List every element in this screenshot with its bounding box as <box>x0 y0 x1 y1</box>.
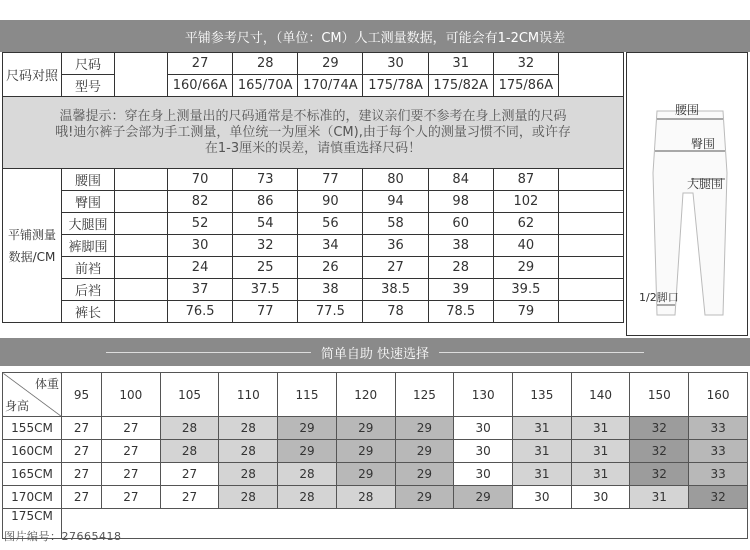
table-cell: 28 <box>219 440 278 463</box>
table-cell: 135 <box>513 373 572 417</box>
table-cell: 77 <box>233 301 298 323</box>
table-cell: 80 <box>363 169 428 191</box>
table-cell: 105 <box>160 373 219 417</box>
table-cell: 27 <box>101 463 160 486</box>
table-cell: 160 <box>689 373 748 417</box>
table-cell <box>115 257 168 279</box>
table-cell <box>115 213 168 235</box>
table-cell <box>115 279 168 301</box>
table-cell <box>62 509 748 539</box>
measure-hip: 臀围 <box>62 191 115 213</box>
table-cell: 33 <box>689 417 748 440</box>
weight-height-corner <box>3 373 62 417</box>
size-29: 29 <box>298 53 363 75</box>
table-cell: 70 <box>168 169 233 191</box>
table-cell: 29 <box>493 257 558 279</box>
table-cell: 52 <box>168 213 233 235</box>
table-cell <box>559 257 624 279</box>
height-label: 身高 <box>5 399 30 413</box>
table-cell: 32 <box>689 486 748 509</box>
table-cell: 77.5 <box>298 301 363 323</box>
measure-label: 平铺测量数据/CM <box>3 169 62 323</box>
table-cell: 30 <box>454 463 513 486</box>
table-cell: 30 <box>168 235 233 257</box>
table-cell: 130 <box>454 373 513 417</box>
table-cell: 27 <box>101 486 160 509</box>
table-cell <box>115 191 168 213</box>
table-cell: 27 <box>62 440 102 463</box>
table-cell <box>559 191 624 213</box>
table-cell: 28 <box>219 417 278 440</box>
table-cell: 27 <box>101 440 160 463</box>
table-cell: 29 <box>336 463 395 486</box>
table-cell <box>559 235 624 257</box>
model-32: 175/86A <box>493 75 558 97</box>
table-cell: 56 <box>298 213 363 235</box>
table-cell: 27 <box>62 417 102 440</box>
table-cell: 28 <box>278 486 337 509</box>
table-cell: 110 <box>219 373 278 417</box>
table-cell: 36 <box>363 235 428 257</box>
table-cell <box>559 279 624 301</box>
diagram-hip-label: 臀围 <box>691 137 716 151</box>
table-cell: 87 <box>493 169 558 191</box>
table-cell: 28 <box>428 257 493 279</box>
code-label: 尺码 <box>62 53 115 75</box>
table-cell: 32 <box>630 440 689 463</box>
table-cell: 86 <box>233 191 298 213</box>
model-31: 175/82A <box>428 75 493 97</box>
model-27: 160/66A <box>168 75 233 97</box>
measure-hem: 裤脚围 <box>62 235 115 257</box>
table-cell: 77 <box>298 169 363 191</box>
table-cell: 32 <box>630 417 689 440</box>
table-cell: 27 <box>160 463 219 486</box>
table-cell: 31 <box>571 440 630 463</box>
height-160: 160CM <box>3 440 62 463</box>
table-cell: 31 <box>513 417 572 440</box>
table-cell: 28 <box>219 463 278 486</box>
table-cell: 30 <box>454 440 513 463</box>
table-cell: 34 <box>298 235 363 257</box>
table-cell: 115 <box>278 373 337 417</box>
table-cell: 29 <box>336 440 395 463</box>
table-cell: 27 <box>62 463 102 486</box>
size-label: 尺码对照 <box>3 53 62 97</box>
table-cell: 78.5 <box>428 301 493 323</box>
table-cell: 29 <box>278 440 337 463</box>
table-cell: 30 <box>454 417 513 440</box>
table-cell <box>559 169 624 191</box>
table-cell: 29 <box>336 417 395 440</box>
table-cell: 39.5 <box>493 279 558 301</box>
size-30: 30 <box>363 53 428 75</box>
measure-thigh: 大腿围 <box>62 213 115 235</box>
table-cell: 31 <box>630 486 689 509</box>
table-cell: 28 <box>278 463 337 486</box>
measure-length: 裤长 <box>62 301 115 323</box>
table-cell: 27 <box>160 486 219 509</box>
table-cell: 28 <box>219 486 278 509</box>
table-cell: 76.5 <box>168 301 233 323</box>
height-170: 170CM <box>3 486 62 509</box>
size-28: 28 <box>233 53 298 75</box>
table-cell: 95 <box>62 373 102 417</box>
table-cell: 29 <box>395 486 454 509</box>
table-cell <box>559 53 624 97</box>
diagram-thigh-label: 大腿围 <box>687 177 724 191</box>
table-cell: 30 <box>571 486 630 509</box>
height-165: 165CM <box>3 463 62 486</box>
table-cell: 31 <box>571 463 630 486</box>
header-bar-2 <box>0 338 750 366</box>
table-cell: 60 <box>428 213 493 235</box>
table-cell: 38 <box>298 279 363 301</box>
table-cell: 32 <box>233 235 298 257</box>
measure-back-rise: 后裆 <box>62 279 115 301</box>
table-cell: 90 <box>298 191 363 213</box>
model-28: 165/70A <box>233 75 298 97</box>
table-cell: 26 <box>298 257 363 279</box>
table-cell: 27 <box>62 486 102 509</box>
table-cell: 28 <box>160 417 219 440</box>
measure-front-rise: 前裆 <box>62 257 115 279</box>
table-cell: 29 <box>395 440 454 463</box>
model-29: 170/74A <box>298 75 363 97</box>
size-32: 32 <box>493 53 558 75</box>
table-cell: 25 <box>233 257 298 279</box>
table-cell: 28 <box>336 486 395 509</box>
height-175: 175CM <box>3 509 62 539</box>
table-cell: 140 <box>571 373 630 417</box>
table-cell: 28 <box>160 440 219 463</box>
table-cell: 84 <box>428 169 493 191</box>
table-cell: 38 <box>428 235 493 257</box>
table-cell: 31 <box>571 417 630 440</box>
table-cell <box>559 301 624 323</box>
table-cell: 39 <box>428 279 493 301</box>
measure-waist: 腰围 <box>62 169 115 191</box>
table-cell: 78 <box>363 301 428 323</box>
table-cell: 37.5 <box>233 279 298 301</box>
table-cell: 40 <box>493 235 558 257</box>
table-cell <box>115 301 168 323</box>
table-cell: 62 <box>493 213 558 235</box>
model-label: 型号 <box>62 75 115 97</box>
watermark: 图片编号：27665418 <box>4 530 122 543</box>
table-cell: 33 <box>689 463 748 486</box>
table-cell: 37 <box>168 279 233 301</box>
table-cell <box>559 213 624 235</box>
table-cell: 54 <box>233 213 298 235</box>
header-title: 平铺参考尺寸，（单位：CM）人工测量数据，可能会有1-2CM误差 <box>184 30 566 46</box>
section-title: 简单自助 快速选择 <box>320 346 430 362</box>
diagram-waist-label: 腰围 <box>675 103 700 117</box>
table-cell: 24 <box>168 257 233 279</box>
model-30: 175/78A <box>363 75 428 97</box>
table-cell <box>115 169 168 191</box>
table-cell: 38.5 <box>363 279 428 301</box>
table-cell: 94 <box>363 191 428 213</box>
table-cell: 33 <box>689 440 748 463</box>
table-cell: 73 <box>233 169 298 191</box>
table-cell: 29 <box>454 486 513 509</box>
table-cell: 58 <box>363 213 428 235</box>
size-31: 31 <box>428 53 493 75</box>
size-27: 27 <box>168 53 233 75</box>
table-cell: 150 <box>630 373 689 417</box>
table-cell <box>115 53 168 97</box>
table-cell: 82 <box>168 191 233 213</box>
table-cell: 31 <box>513 463 572 486</box>
height-155: 155CM <box>3 417 62 440</box>
weight-label: 体重 <box>34 377 59 391</box>
table-cell: 27 <box>101 417 160 440</box>
table-cell: 120 <box>336 373 395 417</box>
weight-height-table <box>2 372 748 539</box>
table-cell: 125 <box>395 373 454 417</box>
table-cell: 29 <box>395 417 454 440</box>
diagram-foot-label: 1/2脚口 <box>639 291 679 304</box>
table-cell <box>115 235 168 257</box>
table-cell: 27 <box>363 257 428 279</box>
pants-diagram <box>626 52 748 336</box>
hint-text: 温馨提示：穿在身上测量出的尺码通常是不标准的，建议亲们要不参考在身上测量的尺码哦!迪尔裤子会部为手工测量，单位统一为厘米（CM),由于每个人的测量习惯不同，或许存在1-3厘米的误差，请慎重选择尺码！ <box>3 97 624 169</box>
table-cell: 31 <box>513 440 572 463</box>
table-cell: 30 <box>513 486 572 509</box>
size-table <box>2 52 624 323</box>
table-cell: 102 <box>493 191 558 213</box>
table-cell: 100 <box>101 373 160 417</box>
table-cell: 32 <box>630 463 689 486</box>
table-cell: 98 <box>428 191 493 213</box>
table-cell: 29 <box>278 417 337 440</box>
table-cell: 79 <box>493 301 558 323</box>
header-bar-1 <box>0 20 750 52</box>
table-cell: 29 <box>395 463 454 486</box>
